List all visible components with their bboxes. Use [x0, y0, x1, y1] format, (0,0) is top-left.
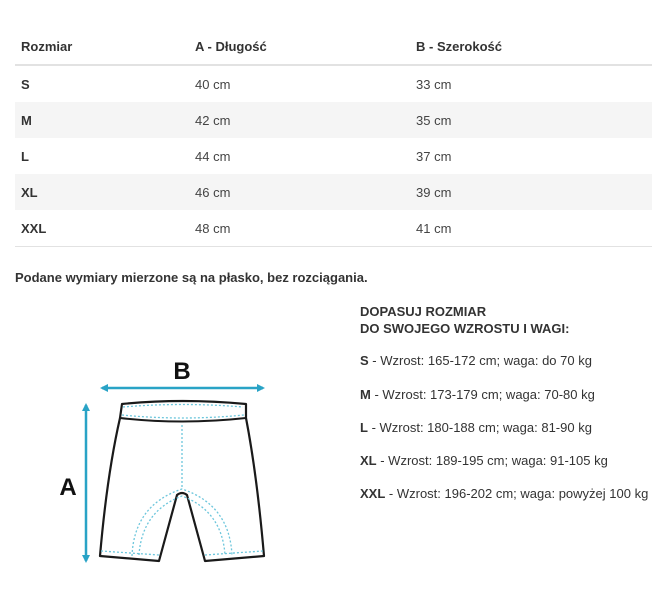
header-length: A - Długość: [189, 28, 410, 65]
list-item: [360, 420, 592, 435]
fit-size: M: [360, 387, 371, 402]
row-length: 42 cm: [189, 102, 410, 138]
fit-size: XL: [360, 453, 377, 468]
fit-guide: [360, 303, 649, 501]
size-table: [15, 28, 652, 247]
row-length: 46 cm: [189, 174, 410, 210]
row-width: 41 cm: [410, 210, 652, 247]
row-size: M: [15, 102, 189, 138]
row-length: 48 cm: [189, 210, 410, 247]
fit-details: - Wzrost: 189-195 cm; waga: 91-105 kg: [376, 453, 608, 468]
list-item: [360, 486, 648, 501]
table-row: [15, 65, 652, 102]
list-item: [360, 387, 595, 402]
row-size: XL: [15, 174, 189, 210]
row-length: 44 cm: [195, 148, 231, 164]
list-item: [360, 353, 592, 368]
fit-details: - Wzrost: 180-188 cm; waga: 81-90 kg: [367, 420, 592, 435]
shorts-icon: [50, 355, 290, 575]
table-header-row: [15, 28, 652, 65]
fit-details: - Wzrost: 165-172 cm; waga: do 70 kg: [368, 353, 592, 368]
fit-details: - Wzrost: 196-202 cm; waga: powyżej 100 kg: [385, 486, 649, 501]
fit-size: XXL: [360, 486, 386, 501]
row-length: 40 cm: [195, 76, 231, 92]
row-width: 33 cm: [416, 76, 452, 92]
fit-size: L: [360, 420, 368, 435]
measurement-note: Podane wymiary mierzone są na płasko, bez rozciągania.: [15, 270, 368, 285]
table-row: [15, 138, 652, 174]
row-width: 37 cm: [416, 148, 452, 164]
fit-size: S: [360, 353, 369, 368]
row-width: 35 cm: [410, 102, 652, 138]
row-width: 39 cm: [410, 174, 652, 210]
list-item: [360, 453, 608, 468]
label-a: A: [59, 474, 77, 501]
table-row: [15, 174, 652, 210]
row-size: L: [21, 148, 29, 164]
fit-heading-line1: DOPASUJ ROZMIAR: [360, 304, 487, 319]
row-size: S: [21, 76, 30, 92]
header-width: B - Szerokość: [410, 28, 652, 65]
fit-heading-line2: DO SWOJEGO WZROSTU I WAGI:: [360, 321, 570, 336]
fit-heading: [360, 303, 569, 337]
label-b: B: [173, 358, 191, 385]
row-size: XXL: [15, 210, 189, 247]
header-size: Rozmiar: [15, 28, 189, 65]
table-row: [15, 210, 652, 247]
fit-details: - Wzrost: 173-179 cm; waga: 70-80 kg: [370, 387, 595, 402]
table-row: [15, 102, 652, 138]
shorts-diagram: [50, 355, 290, 580]
